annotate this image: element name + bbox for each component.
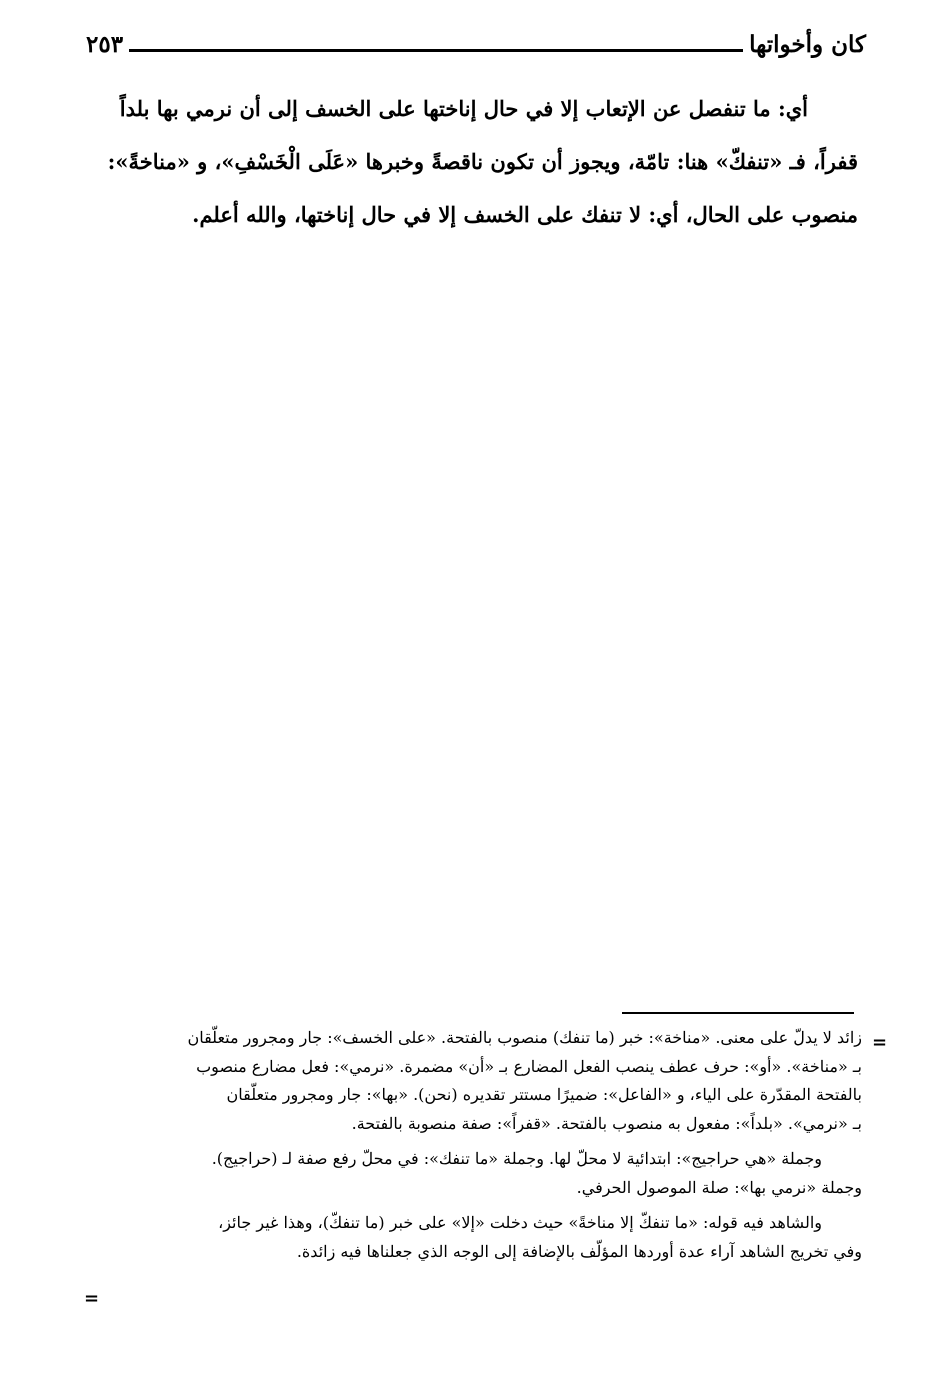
footnote-line: بـ «نرمي». «بلداً»: مفعول به منصوب بالفتحة. «قفراً»: صفة منصوبة بالفتحة. xyxy=(351,1113,862,1133)
footnote-paragraph-sentences xyxy=(80,1145,862,1202)
footnote-line: وجملة «نرمي بها»: صلة الموصول الحرفي. xyxy=(576,1177,862,1197)
header-rule xyxy=(129,49,743,52)
page-number: ٢٥٣ xyxy=(86,31,124,58)
main-text-line: قفراً، فـ «تنفكّ» هنا: تامّة، ويجوز أن تكون ناقصةً وخبرها «عَلَى الْخَسْفِ»، و «مناخةً»: xyxy=(107,149,858,174)
footnote-paragraph-evidence xyxy=(80,1209,862,1266)
chapter-title: كان وأخواتها xyxy=(749,31,866,58)
footnotes xyxy=(80,1024,862,1273)
footnote-separator xyxy=(622,1012,854,1014)
main-text-line: منصوب على الحال، أي: لا تنفك على الخسف إلا في حال إناختها، والله أعلم. xyxy=(192,202,858,227)
footnote-line: زائد لا يدلّ على معنى. «مناخة»: خبر (ما تنفك) منصوب بالفتحة. «على الخسف»: جار ومجرور متعلّقان xyxy=(187,1028,862,1047)
main-text xyxy=(76,82,858,241)
footnote-line: بـ «مناخة». «أو»: حرف عطف ينصب الفعل المضارع بـ «أن» مضمرة. «نرمي»: فعل مضارع منصوب xyxy=(196,1056,862,1076)
footnote-line: والشاهد فيه قوله: «ما تنفكّ إلا مناخةً» حيث دخلت «إلا» على خبر (ما تنفكّ)، وهذا غير جائز، xyxy=(218,1213,822,1232)
footnote-continuation-mark-bottom: = xyxy=(84,1288,100,1309)
footnote-continuation-mark-top: = xyxy=(872,1032,888,1053)
running-header xyxy=(86,28,866,62)
footnote-paragraph-analysis xyxy=(80,1024,862,1138)
footnote-line: بالفتحة المقدّرة على الياء، و «الفاعل»: ضميرًا مستتر تقديره (نحن). «بها»: جار ومجرور متعلّقان xyxy=(226,1085,862,1104)
main-text-line: أي: ما تنفصل عن الإتعاب إلا في حال إناختها على الخسف إلى أن نرمي بها بلداً xyxy=(119,96,808,121)
footnote-line: وفي تخريج الشاهد آراء عدة أوردها المؤلّف بالإضافة إلى الوجه الذي جعلناها فيه زائدة. xyxy=(296,1241,862,1261)
footnote-line: وجملة «هي حراجيج»: ابتدائية لا محلّ لها. وجملة «ما تنفك»: في محلّ رفع صفة لـ (حراجيج). xyxy=(211,1149,822,1168)
